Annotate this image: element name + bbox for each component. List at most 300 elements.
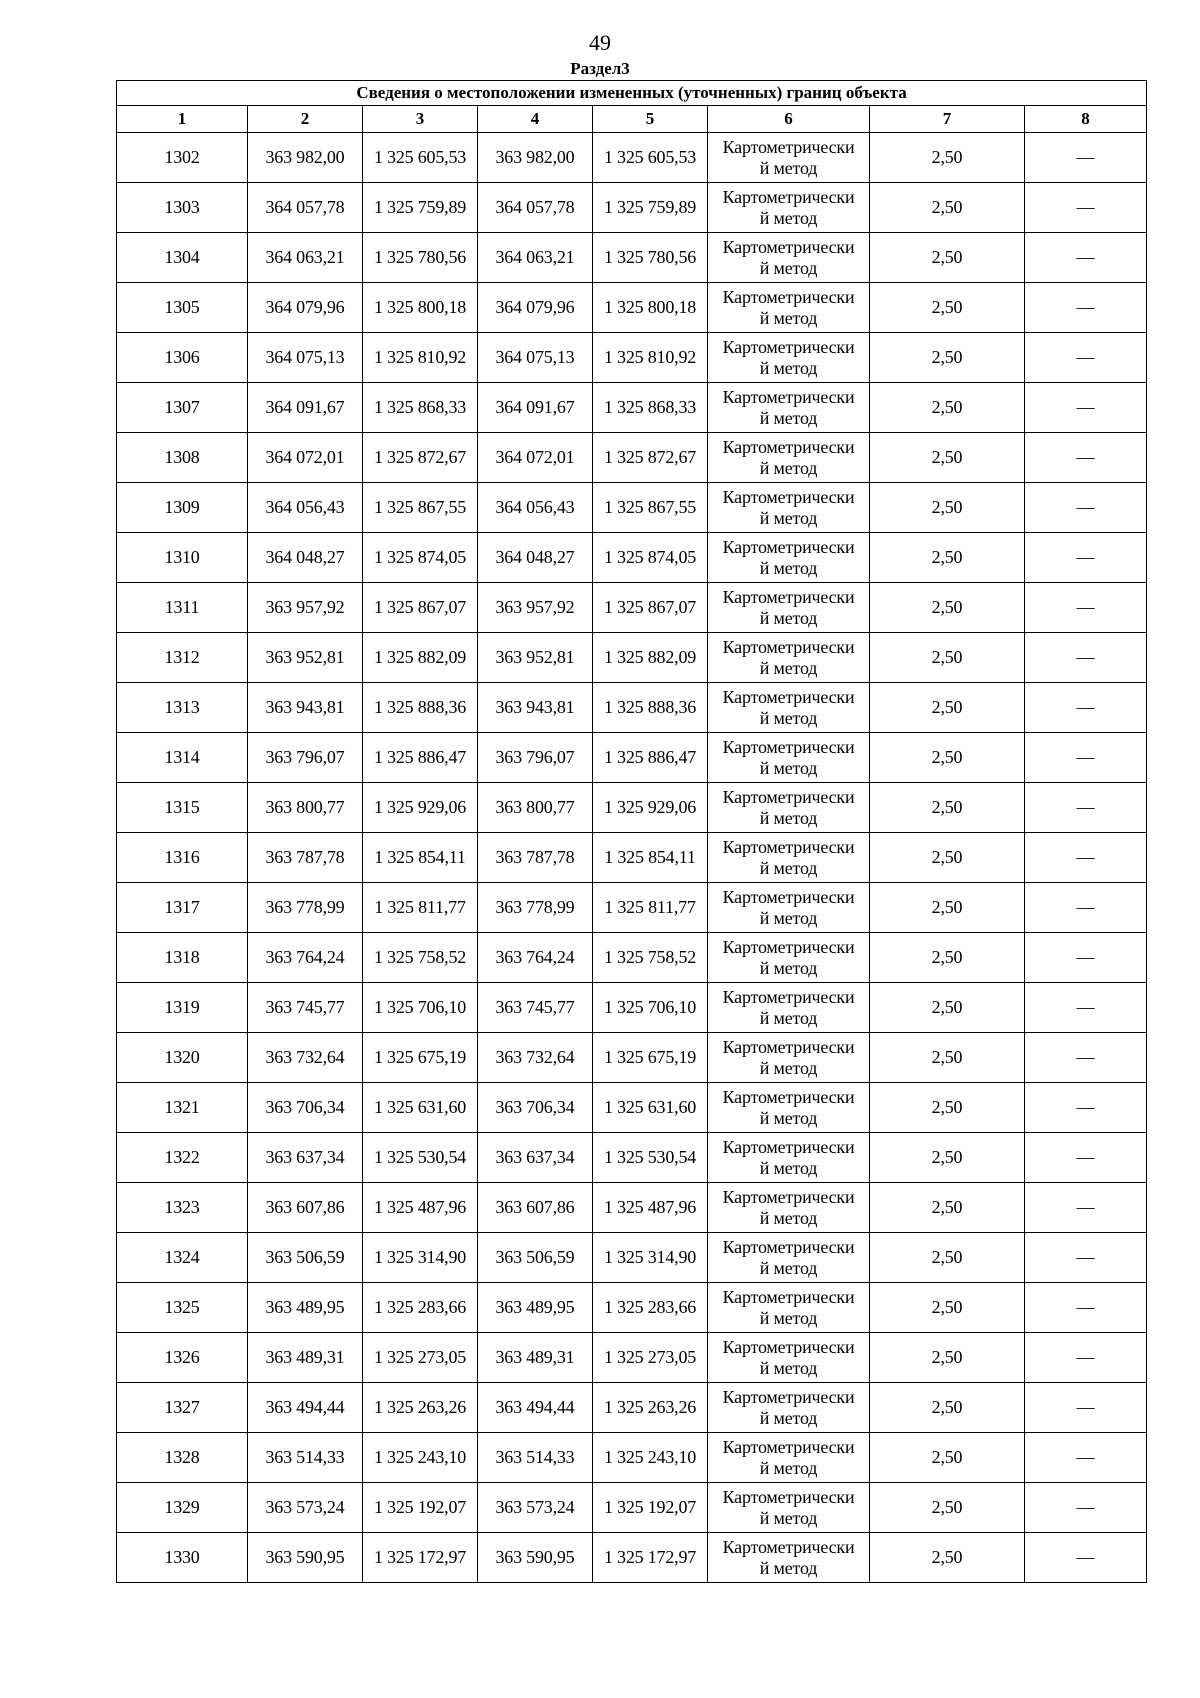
method-line-2: й метод [759, 657, 818, 678]
coord-x-new-cell: 363 489,95 [478, 1283, 593, 1333]
point-id-cell: 1327 [117, 1383, 248, 1433]
method-cell [708, 383, 870, 433]
method-cell [708, 1533, 870, 1583]
coord-x-new-cell: 363 745,77 [478, 983, 593, 1033]
point-id-cell: 1313 [117, 683, 248, 733]
method-line-2: й метод [759, 507, 818, 528]
point-id-cell: 1325 [117, 1283, 248, 1333]
coord-y-new-cell: 1 325 868,33 [593, 383, 708, 433]
table-row [117, 933, 1147, 983]
coord-x-new-cell: 363 637,34 [478, 1133, 593, 1183]
method-cell [708, 1333, 870, 1383]
method-line-1: Картометрически [722, 1536, 855, 1557]
coord-y-existing-cell: 1 325 273,05 [363, 1333, 478, 1383]
coord-x-new-cell: 364 057,78 [478, 183, 593, 233]
coord-y-new-cell: 1 325 882,09 [593, 633, 708, 683]
coord-y-existing-cell: 1 325 886,47 [363, 733, 478, 783]
coord-y-existing-cell: 1 325 675,19 [363, 1033, 478, 1083]
method-line-1: Картометрически [722, 1286, 855, 1307]
column-number: 2 [248, 106, 363, 133]
coord-x-new-cell: 363 514,33 [478, 1433, 593, 1483]
coord-y-new-cell: 1 325 273,05 [593, 1333, 708, 1383]
description-cell: — [1025, 1233, 1147, 1283]
coord-x-new-cell: 364 072,01 [478, 433, 593, 483]
method-line-1: Картометрически [722, 1436, 855, 1457]
description-cell: — [1025, 483, 1147, 533]
accuracy-cell: 2,50 [870, 533, 1025, 583]
coord-x-existing-cell: 364 072,01 [248, 433, 363, 483]
point-id-cell: 1304 [117, 233, 248, 283]
accuracy-cell: 2,50 [870, 583, 1025, 633]
coord-y-new-cell: 1 325 867,55 [593, 483, 708, 533]
method-line-1: Картометрически [722, 586, 855, 607]
method-cell [708, 683, 870, 733]
method-line-2: й метод [759, 1407, 818, 1428]
coord-y-new-cell: 1 325 874,05 [593, 533, 708, 583]
coord-x-existing-cell: 363 796,07 [248, 733, 363, 783]
method-line-2: й метод [759, 407, 818, 428]
point-id-cell: 1322 [117, 1133, 248, 1183]
coord-y-new-cell: 1 325 172,97 [593, 1533, 708, 1583]
table-row [117, 1083, 1147, 1133]
table-row [117, 1283, 1147, 1333]
description-cell: — [1025, 1433, 1147, 1483]
description-cell: — [1025, 333, 1147, 383]
coord-y-new-cell: 1 325 759,89 [593, 183, 708, 233]
coord-x-new-cell: 364 056,43 [478, 483, 593, 533]
accuracy-cell: 2,50 [870, 1083, 1025, 1133]
coord-x-new-cell: 363 796,07 [478, 733, 593, 783]
method-line-2: й метод [759, 607, 818, 628]
accuracy-cell: 2,50 [870, 1033, 1025, 1083]
method-cell [708, 1083, 870, 1133]
description-cell: — [1025, 1533, 1147, 1583]
method-line-1: Картометрически [722, 1336, 855, 1357]
accuracy-cell: 2,50 [870, 233, 1025, 283]
accuracy-cell: 2,50 [870, 1133, 1025, 1183]
description-cell: — [1025, 1333, 1147, 1383]
point-id-cell: 1307 [117, 383, 248, 433]
coord-y-new-cell: 1 325 810,92 [593, 333, 708, 383]
coord-y-existing-cell: 1 325 605,53 [363, 133, 478, 183]
method-line-2: й метод [759, 1507, 818, 1528]
column-number-row [117, 106, 1147, 133]
coord-x-new-cell: 363 607,86 [478, 1183, 593, 1233]
accuracy-cell: 2,50 [870, 483, 1025, 533]
coord-x-new-cell: 363 787,78 [478, 833, 593, 883]
method-line-2: й метод [759, 307, 818, 328]
coord-x-existing-cell: 363 489,31 [248, 1333, 363, 1383]
coord-x-existing-cell: 364 057,78 [248, 183, 363, 233]
method-cell [708, 1183, 870, 1233]
point-id-cell: 1314 [117, 733, 248, 783]
coord-y-existing-cell: 1 325 706,10 [363, 983, 478, 1033]
coord-y-new-cell: 1 325 605,53 [593, 133, 708, 183]
coord-x-new-cell: 363 573,24 [478, 1483, 593, 1533]
method-line-1: Картометрически [722, 1236, 855, 1257]
table-row [117, 983, 1147, 1033]
point-id-cell: 1308 [117, 433, 248, 483]
coord-y-new-cell: 1 325 867,07 [593, 583, 708, 633]
description-cell: — [1025, 433, 1147, 483]
table-row [117, 133, 1147, 183]
accuracy-cell: 2,50 [870, 983, 1025, 1033]
method-line-2: й метод [759, 707, 818, 728]
table-body [117, 133, 1147, 1583]
point-id-cell: 1309 [117, 483, 248, 533]
method-line-1: Картометрически [722, 936, 855, 957]
method-cell [708, 733, 870, 783]
coord-x-existing-cell: 363 489,95 [248, 1283, 363, 1333]
method-line-1: Картометрически [722, 836, 855, 857]
coord-x-existing-cell: 364 079,96 [248, 283, 363, 333]
accuracy-cell: 2,50 [870, 1383, 1025, 1433]
table-row [117, 333, 1147, 383]
table-row [117, 283, 1147, 333]
coord-y-existing-cell: 1 325 314,90 [363, 1233, 478, 1283]
method-line-2: й метод [759, 1457, 818, 1478]
method-line-2: й метод [759, 807, 818, 828]
coord-y-new-cell: 1 325 854,11 [593, 833, 708, 883]
coord-x-new-cell: 363 957,92 [478, 583, 593, 633]
coord-x-new-cell: 363 778,99 [478, 883, 593, 933]
accuracy-cell: 2,50 [870, 1333, 1025, 1383]
method-line-1: Картометрически [722, 686, 855, 707]
coord-y-new-cell: 1 325 283,66 [593, 1283, 708, 1333]
coord-y-existing-cell: 1 325 874,05 [363, 533, 478, 583]
point-id-cell: 1328 [117, 1433, 248, 1483]
point-id-cell: 1329 [117, 1483, 248, 1533]
method-line-1: Картометрически [722, 486, 855, 507]
coord-y-new-cell: 1 325 758,52 [593, 933, 708, 983]
point-id-cell: 1312 [117, 633, 248, 683]
table-row [117, 1133, 1147, 1183]
coord-y-new-cell: 1 325 886,47 [593, 733, 708, 783]
coord-x-existing-cell: 363 778,99 [248, 883, 363, 933]
table-row [117, 883, 1147, 933]
method-line-2: й метод [759, 457, 818, 478]
method-line-2: й метод [759, 557, 818, 578]
table-row [117, 733, 1147, 783]
method-line-1: Картометрически [722, 236, 855, 257]
coord-y-new-cell: 1 325 872,67 [593, 433, 708, 483]
coord-y-existing-cell: 1 325 867,55 [363, 483, 478, 533]
table-row [117, 833, 1147, 883]
accuracy-cell: 2,50 [870, 133, 1025, 183]
method-line-1: Картометрически [722, 286, 855, 307]
coord-x-new-cell: 363 590,95 [478, 1533, 593, 1583]
coord-x-new-cell: 364 063,21 [478, 233, 593, 283]
coord-y-new-cell: 1 325 888,36 [593, 683, 708, 733]
description-cell: — [1025, 633, 1147, 683]
method-cell [708, 1483, 870, 1533]
column-number: 5 [593, 106, 708, 133]
point-id-cell: 1306 [117, 333, 248, 383]
coord-y-existing-cell: 1 325 929,06 [363, 783, 478, 833]
point-id-cell: 1330 [117, 1533, 248, 1583]
method-cell [708, 933, 870, 983]
coord-x-existing-cell: 364 048,27 [248, 533, 363, 583]
method-line-2: й метод [759, 1107, 818, 1128]
method-line-2: й метод [759, 257, 818, 278]
coord-y-existing-cell: 1 325 888,36 [363, 683, 478, 733]
description-cell: — [1025, 683, 1147, 733]
method-cell [708, 433, 870, 483]
method-cell [708, 783, 870, 833]
coord-x-existing-cell: 363 732,64 [248, 1033, 363, 1083]
coord-y-existing-cell: 1 325 882,09 [363, 633, 478, 683]
table-row [117, 483, 1147, 533]
method-line-2: й метод [759, 357, 818, 378]
coord-y-existing-cell: 1 325 759,89 [363, 183, 478, 233]
method-cell [708, 883, 870, 933]
method-cell [708, 833, 870, 883]
coord-y-new-cell: 1 325 631,60 [593, 1083, 708, 1133]
method-line-2: й метод [759, 1157, 818, 1178]
method-line-1: Картометрически [722, 786, 855, 807]
coord-x-new-cell: 363 732,64 [478, 1033, 593, 1083]
method-cell [708, 1383, 870, 1433]
table-row [117, 1533, 1147, 1583]
accuracy-cell: 2,50 [870, 433, 1025, 483]
description-cell: — [1025, 783, 1147, 833]
method-line-2: й метод [759, 157, 818, 178]
coord-x-existing-cell: 363 607,86 [248, 1183, 363, 1233]
accuracy-cell: 2,50 [870, 833, 1025, 883]
method-line-2: й метод [759, 1257, 818, 1278]
coord-y-existing-cell: 1 325 192,07 [363, 1483, 478, 1533]
coord-x-existing-cell: 363 787,78 [248, 833, 363, 883]
point-id-cell: 1324 [117, 1233, 248, 1283]
point-id-cell: 1303 [117, 183, 248, 233]
method-line-1: Картометрически [722, 136, 855, 157]
description-cell: — [1025, 533, 1147, 583]
coord-x-new-cell: 363 764,24 [478, 933, 593, 983]
method-line-2: й метод [759, 1557, 818, 1578]
method-line-1: Картометрически [722, 1086, 855, 1107]
table-caption: Сведения о местоположении измененных (уточненных) границ объекта [117, 81, 1147, 106]
description-cell: — [1025, 383, 1147, 433]
method-line-1: Картометрически [722, 1186, 855, 1207]
coord-x-existing-cell: 364 091,67 [248, 383, 363, 433]
coord-y-new-cell: 1 325 530,54 [593, 1133, 708, 1183]
coord-y-existing-cell: 1 325 172,97 [363, 1533, 478, 1583]
boundary-coordinates-table [116, 80, 1147, 1583]
coord-y-existing-cell: 1 325 854,11 [363, 833, 478, 883]
point-id-cell: 1317 [117, 883, 248, 933]
coord-y-new-cell: 1 325 675,19 [593, 1033, 708, 1083]
column-number: 4 [478, 106, 593, 133]
coord-x-existing-cell: 364 056,43 [248, 483, 363, 533]
table-row [117, 1483, 1147, 1533]
table-row [117, 1383, 1147, 1433]
accuracy-cell: 2,50 [870, 1533, 1025, 1583]
method-cell [708, 483, 870, 533]
description-cell: — [1025, 833, 1147, 883]
method-line-1: Картометрически [722, 886, 855, 907]
coord-y-new-cell: 1 325 487,96 [593, 1183, 708, 1233]
method-line-2: й метод [759, 1357, 818, 1378]
method-cell [708, 333, 870, 383]
method-cell [708, 1233, 870, 1283]
accuracy-cell: 2,50 [870, 1233, 1025, 1283]
table-row [117, 1033, 1147, 1083]
table-row [117, 1433, 1147, 1483]
coord-x-existing-cell: 363 957,92 [248, 583, 363, 633]
coord-y-new-cell: 1 325 811,77 [593, 883, 708, 933]
column-number: 7 [870, 106, 1025, 133]
coord-x-new-cell: 363 943,81 [478, 683, 593, 733]
point-id-cell: 1311 [117, 583, 248, 633]
method-cell [708, 233, 870, 283]
coord-x-existing-cell: 363 982,00 [248, 133, 363, 183]
coord-x-existing-cell: 363 494,44 [248, 1383, 363, 1433]
point-id-cell: 1318 [117, 933, 248, 983]
method-cell [708, 1283, 870, 1333]
point-id-cell: 1305 [117, 283, 248, 333]
coord-y-new-cell: 1 325 314,90 [593, 1233, 708, 1283]
method-line-1: Картометрически [722, 1136, 855, 1157]
table-row [117, 633, 1147, 683]
accuracy-cell: 2,50 [870, 733, 1025, 783]
coord-y-existing-cell: 1 325 800,18 [363, 283, 478, 333]
description-cell: — [1025, 1283, 1147, 1333]
coord-x-new-cell: 363 952,81 [478, 633, 593, 683]
table-row [117, 383, 1147, 433]
coord-y-new-cell: 1 325 780,56 [593, 233, 708, 283]
method-line-2: й метод [759, 857, 818, 878]
accuracy-cell: 2,50 [870, 333, 1025, 383]
coord-x-existing-cell: 363 590,95 [248, 1533, 363, 1583]
description-cell: — [1025, 883, 1147, 933]
point-id-cell: 1326 [117, 1333, 248, 1383]
coord-x-existing-cell: 363 943,81 [248, 683, 363, 733]
point-id-cell: 1320 [117, 1033, 248, 1083]
method-cell [708, 1133, 870, 1183]
method-cell [708, 633, 870, 683]
coord-y-existing-cell: 1 325 283,66 [363, 1283, 478, 1333]
coord-y-existing-cell: 1 325 868,33 [363, 383, 478, 433]
point-id-cell: 1315 [117, 783, 248, 833]
method-line-2: й метод [759, 757, 818, 778]
accuracy-cell: 2,50 [870, 883, 1025, 933]
method-line-1: Картометрически [722, 386, 855, 407]
accuracy-cell: 2,50 [870, 383, 1025, 433]
accuracy-cell: 2,50 [870, 1183, 1025, 1233]
column-number: 8 [1025, 106, 1147, 133]
coord-x-new-cell: 364 048,27 [478, 533, 593, 583]
page-number: 49 [589, 30, 611, 55]
method-line-1: Картометрически [722, 636, 855, 657]
description-cell: — [1025, 583, 1147, 633]
coord-x-existing-cell: 363 764,24 [248, 933, 363, 983]
coord-x-existing-cell: 363 745,77 [248, 983, 363, 1033]
coord-x-existing-cell: 363 573,24 [248, 1483, 363, 1533]
method-line-1: Картометрически [722, 986, 855, 1007]
point-id-cell: 1302 [117, 133, 248, 183]
description-cell: — [1025, 133, 1147, 183]
description-cell: — [1025, 1133, 1147, 1183]
method-line-1: Картометрически [722, 1486, 855, 1507]
description-cell: — [1025, 183, 1147, 233]
coord-x-new-cell: 363 489,31 [478, 1333, 593, 1383]
coord-x-existing-cell: 363 637,34 [248, 1133, 363, 1183]
method-line-1: Картометрически [722, 436, 855, 457]
coord-y-existing-cell: 1 325 243,10 [363, 1433, 478, 1483]
coord-y-new-cell: 1 325 706,10 [593, 983, 708, 1033]
point-id-cell: 1319 [117, 983, 248, 1033]
method-cell [708, 133, 870, 183]
method-line-1: Картометрически [722, 1386, 855, 1407]
description-cell: — [1025, 233, 1147, 283]
description-cell: — [1025, 733, 1147, 783]
column-number: 6 [708, 106, 870, 133]
table-caption-row [117, 81, 1147, 106]
coord-y-existing-cell: 1 325 487,96 [363, 1183, 478, 1233]
coord-x-new-cell: 364 075,13 [478, 333, 593, 383]
method-line-2: й метод [759, 207, 818, 228]
coord-y-existing-cell: 1 325 263,26 [363, 1383, 478, 1433]
coord-y-existing-cell: 1 325 631,60 [363, 1083, 478, 1133]
coord-x-existing-cell: 363 800,77 [248, 783, 363, 833]
table-row [117, 1333, 1147, 1383]
point-id-cell: 1310 [117, 533, 248, 583]
description-cell: — [1025, 1083, 1147, 1133]
method-line-1: Картометрически [722, 1036, 855, 1057]
coord-y-existing-cell: 1 325 758,52 [363, 933, 478, 983]
table-row [117, 533, 1147, 583]
table-row [117, 583, 1147, 633]
coord-x-new-cell: 363 800,77 [478, 783, 593, 833]
coord-y-new-cell: 1 325 929,06 [593, 783, 708, 833]
coord-x-existing-cell: 364 075,13 [248, 333, 363, 383]
table-row [117, 183, 1147, 233]
coord-y-existing-cell: 1 325 811,77 [363, 883, 478, 933]
table-row [117, 683, 1147, 733]
coord-x-new-cell: 363 506,59 [478, 1233, 593, 1283]
method-cell [708, 283, 870, 333]
description-cell: — [1025, 1383, 1147, 1433]
coord-x-existing-cell: 363 514,33 [248, 1433, 363, 1483]
table-row [117, 1233, 1147, 1283]
point-id-cell: 1316 [117, 833, 248, 883]
accuracy-cell: 2,50 [870, 783, 1025, 833]
coord-x-new-cell: 363 706,34 [478, 1083, 593, 1133]
method-line-1: Картометрически [722, 336, 855, 357]
coord-y-new-cell: 1 325 243,10 [593, 1433, 708, 1483]
accuracy-cell: 2,50 [870, 933, 1025, 983]
point-id-cell: 1321 [117, 1083, 248, 1133]
coord-y-existing-cell: 1 325 872,67 [363, 433, 478, 483]
coord-y-existing-cell: 1 325 810,92 [363, 333, 478, 383]
table-row [117, 783, 1147, 833]
method-cell [708, 1433, 870, 1483]
accuracy-cell: 2,50 [870, 283, 1025, 333]
coord-y-new-cell: 1 325 192,07 [593, 1483, 708, 1533]
method-cell [708, 1033, 870, 1083]
method-line-1: Картометрически [722, 186, 855, 207]
method-line-2: й метод [759, 1207, 818, 1228]
method-line-1: Картометрически [722, 736, 855, 757]
coord-y-existing-cell: 1 325 867,07 [363, 583, 478, 633]
coord-x-new-cell: 363 494,44 [478, 1383, 593, 1433]
coord-x-new-cell: 363 982,00 [478, 133, 593, 183]
method-line-2: й метод [759, 1057, 818, 1078]
coord-y-existing-cell: 1 325 780,56 [363, 233, 478, 283]
coord-x-new-cell: 364 091,67 [478, 383, 593, 433]
column-number: 3 [363, 106, 478, 133]
method-cell [708, 983, 870, 1033]
